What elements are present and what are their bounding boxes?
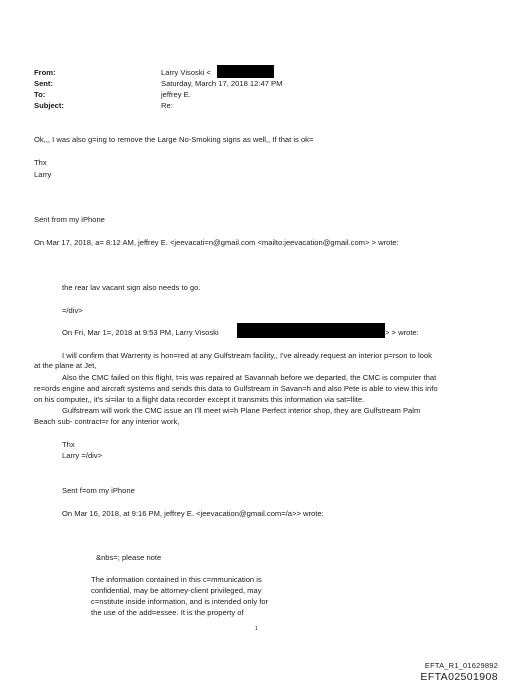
confidential-line-2: confidential, may be attorney-client privileged, may: [91, 586, 262, 595]
signoff-larry-div: Larry =/div>: [62, 451, 103, 460]
nbsp-please-note: &nbs=; please note: [96, 553, 162, 562]
confidential-line-4: the use of the add=essee. It is the property of: [91, 608, 244, 617]
redaction-box: [217, 65, 274, 78]
para3-line2: Beach sub- contract=r for any interior work,: [34, 417, 180, 426]
quoted-header-fri-text: On Fri, Mar 1=, 2018 at 9:53 PM, Larry Visoski: [62, 328, 219, 337]
bates-number-small: EFTA_R1_01629892: [424, 661, 498, 670]
para2-line2: re=ords engine and aircraft systems and sends this data to Gulfstream in Savan=h and also Pete is able to view this info: [34, 384, 438, 393]
bates-number-large: EFTA02501908: [420, 671, 498, 683]
para1-line2: at the plane at Jet,: [34, 361, 97, 370]
confidential-line-3: c=nstitute inside information, and is intended only for: [91, 597, 269, 606]
div-tag-1: =/div>: [62, 306, 83, 315]
confidential-line-1: The information contained in this c=mmunication is: [91, 575, 262, 584]
to-label: To:: [34, 90, 46, 99]
signoff-thx: Thx: [34, 158, 47, 167]
redaction-box: [237, 323, 385, 338]
from-label: From:: [34, 68, 56, 77]
quoted-header-mar17: On Mar 17, 2018, a= 8:12 AM, jeffrey E. <jeevacati=n@gmail.com <mailto:jeevacation@gmail.com> > wrote:: [34, 238, 399, 247]
sent-from-iphone: Sent from my iPhone: [34, 215, 105, 224]
to-value: jeffrey E.: [161, 90, 191, 99]
quoted-header-mar16: On Mar 16, 2018, at 9:16 PM, jeffrey E. <jeevacation@gmail.com=/a>> wrote:: [62, 509, 324, 518]
quoted-header-fri: [62, 328, 219, 338]
subject-label: Subject:: [34, 101, 64, 110]
page-number: 1: [255, 626, 259, 632]
body-line-1: Ok,,, I was also g=ing to remove the Large No-Smoking signs as well,, If that is ok=: [34, 135, 314, 144]
para2-line1: Also the CMC failed on this flight, t=is was repaired at Savannah before we departed, the CMC is computer that: [62, 373, 437, 382]
quoted-header-fri-tail: > > wrote:: [385, 328, 419, 337]
from-name: Larry Visoski <: [161, 68, 211, 77]
subject-value: Re:: [161, 101, 173, 110]
sent-value: Saturday, March 17, 2018 12:47 PM: [161, 79, 283, 88]
signoff-name: Larry: [34, 170, 52, 179]
para1-line1: I will confirm that Warrenty is hon=red at any Gulfstream facility,, I've already request an interior p=rson to look: [62, 351, 432, 360]
para3-line1: Gulfstream will work the CMC issue an I'll meet wi=h Plane Perfect interior shop, they are Gulfstream Palm: [62, 406, 421, 415]
signoff-thx-2: Thx: [62, 440, 75, 449]
rear-lav-line: the rear lav vacant sign also needs to go.: [62, 283, 201, 292]
sent-label: Sent:: [34, 79, 53, 88]
sent-from-iphone-2: Sent f=om my iPhone: [62, 486, 135, 495]
para2-line3: on his computer,, it's si=ilar to a flight data recorder except it transmits this information via sat=llite.: [34, 395, 365, 404]
